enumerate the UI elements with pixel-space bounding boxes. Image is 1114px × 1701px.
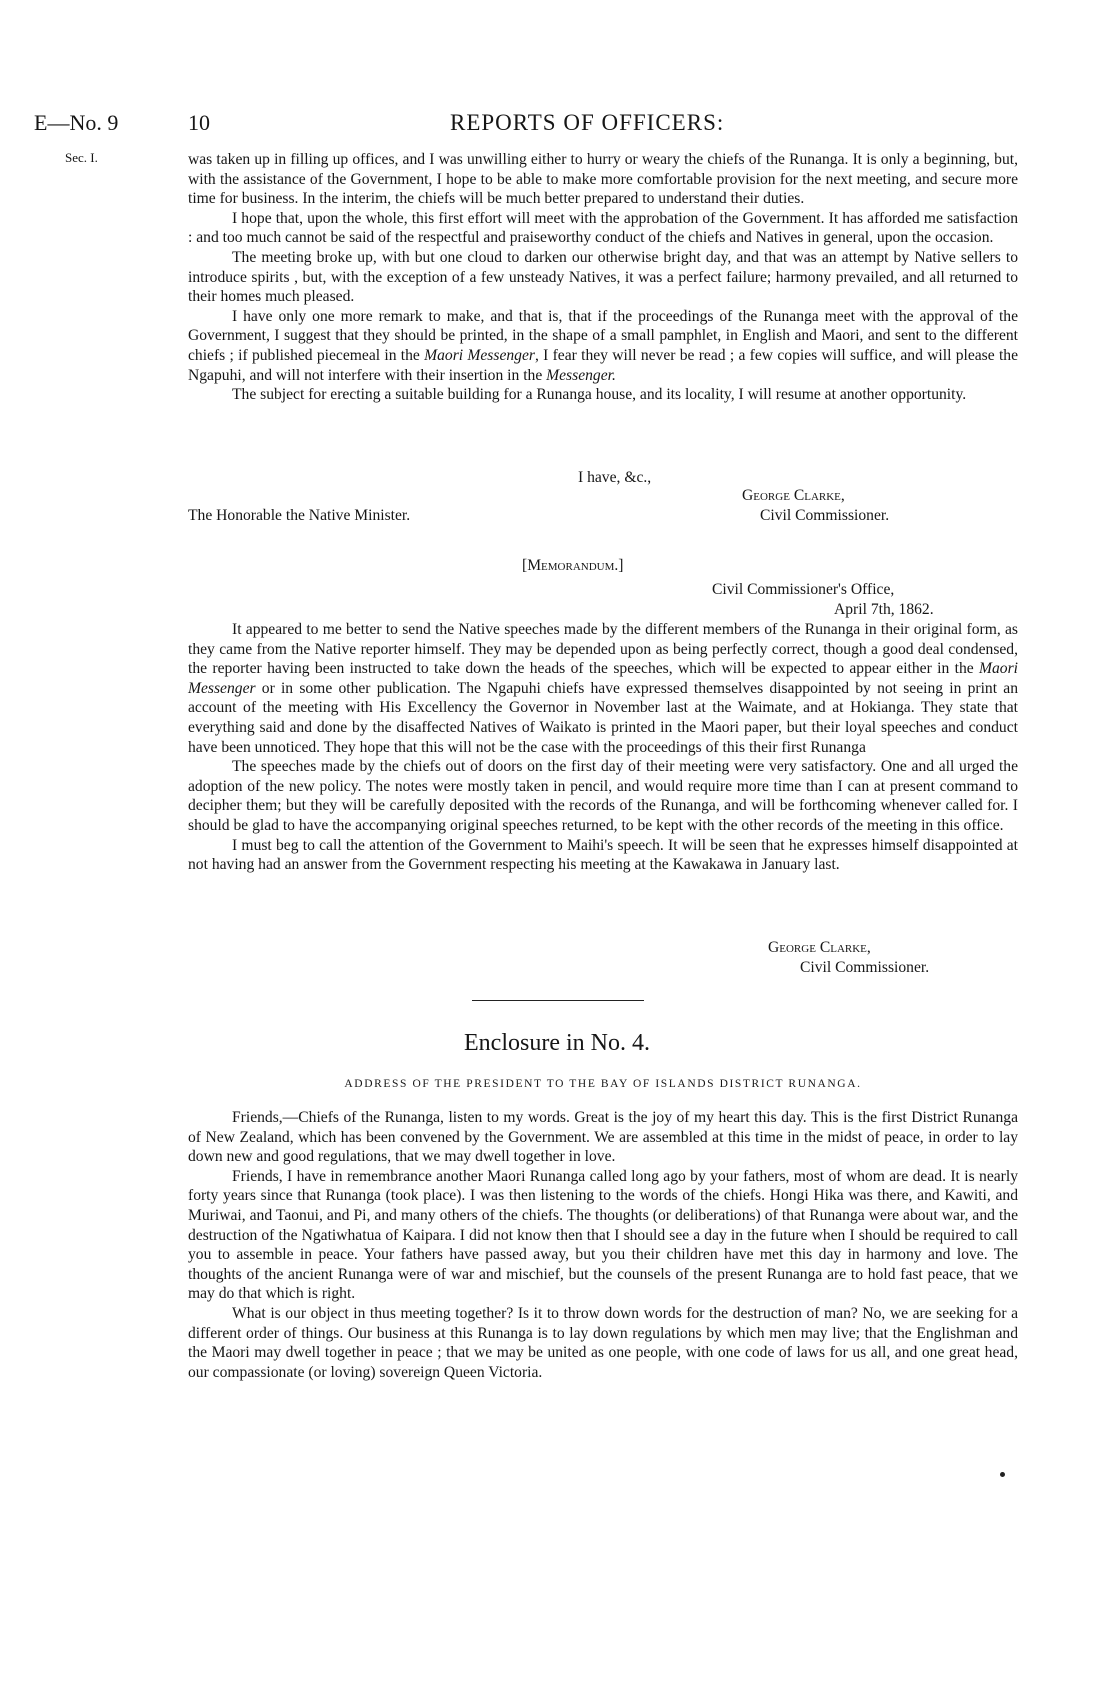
page-number: 10	[188, 110, 210, 135]
section-divider	[472, 1000, 644, 1001]
memorandum-signature-title: Civil Commissioner.	[800, 959, 930, 976]
letter-paragraph-4: I have only one more remark to make, and that is, that if the proceedings of the Runanga meet with the approval of the Government, I suggest that they should be printed, in the shape of a small pamphlet, in English and Maori, and sent to the different chiefs ; if published piecemeal in the Maori Messenger, I fear they will never be read ; a few copies will suffice, and will please the Ngapuhi, and will not interfere with their insertion in the Messenger.	[188, 307, 1018, 384]
enclosure-paragraph-3: What is our object in thus meeting together? Is it to throw down words for the destruction of man? No, we are seeking for a different order of things. Our business at this Runanga is to lay down regulations by which men may live; that the Englishman and the Maori may dwell together in peace ; that we may be united as one people, with one code of laws for us all, and one great head, our compassionate (or loving) sovereign Queen Victoria.	[188, 1304, 1018, 1381]
letter-paragraph-2: I hope that, upon the whole, this first effort will meet with the approbation of the Government. It has afforded me satisfaction : and too much cannot be said of the respectful and praiseworthy conduct of the chiefs and Natives in general, upon the occasion.	[188, 209, 1018, 247]
memorandum-paragraph-2: The speeches made by the chiefs out of doors on the first day of their meeting were very satisfactory. One and all urged the adoption of the new policy. The notes were mostly taken in pencil, and would require more time than I can at present command to decipher them; but they will be carefully deposited with the records of the Runanga, and will be forthcoming whenever called for. I should be glad to have the accompanying original speeches returned, to be kept with the other records of the meeting in this office.	[188, 758, 1018, 834]
letter-paragraph-1: was taken up in filling up offices, and I was unwilling either to hurry or weary the chiefs of the Runanga. It is only a beginning, but, with the assistance of the Government, I hope to be able to make more comfortable provision for the next meeting, and secure more time for business. In the interim, the chiefs will be much better prepared to understand their duties.	[188, 151, 1018, 208]
ink-spot-mark	[1000, 1472, 1005, 1477]
memorandum-office: Civil Commissioner's Office,	[712, 581, 895, 598]
document-series: E—No. 9	[34, 110, 119, 135]
letter-signature-title: Civil Commissioner.	[760, 507, 890, 524]
enclosure-subtitle: ADDRESS OF THE PRESIDENT TO THE BAY OF ISLANDS DISTRICT RUNANGA.	[344, 1078, 862, 1090]
memorandum-body	[188, 620, 1018, 875]
enclosure-paragraph-1: Friends,—Chiefs of the Runanga, listen to my words. Great is the joy of my heart this day. This is the first District Runanga of New Zealand, which has been convened by the Government. We are assembled at this time in the midst of peace, in order to lay down new and good regulations, that we may dwell together in love.	[188, 1109, 1018, 1166]
section-label: Sec. I.	[65, 150, 98, 165]
memorandum-paragraph-3: I must beg to call the attention of the Government to Maihi's speech. It will be seen that he expresses himself disappointed at not having had an answer from the Government respecting his meeting at the Kawakawa in January last.	[188, 836, 1018, 874]
letter-closing: I have, &c.,	[578, 469, 652, 486]
memorandum-date: April 7th, 1862.	[834, 601, 934, 618]
letter-paragraph-3: The meeting broke up, with but one cloud to darken our otherwise bright day, and that was an attempt by Native sellers to introduce spirits , but, with the exception of a few unsteady Natives, it was a perfect failure; harmony prevailed, and all returned to their homes much pleased.	[188, 248, 1018, 306]
letter-body	[188, 150, 1018, 405]
enclosure-title: Enclosure in No. 4.	[464, 1030, 650, 1056]
memorandum-paragraph-1: It appeared to me better to send the Native speeches made by the different members of the Runanga in their original form, as they came from the Native reporter himself. They may be depended upon as being perfectly correct, though a good deal condensed, the reporter having been instructed to take down the heads of the speeches, which will be expected to appear either in the Maori Messenger or in some other publication. The Ngapuhi chiefs have expressed themselves disappointed by not seeing in print an account of the meeting with His Excellency the Governor in November last at the Waimate, and at Hokianga. They state that everything said and done by the disaffected Natives of Waikato is printed in the Maori paper, but their loyal speeches and conduct have been unnoticed. They hope that this will not be the case with the proceedings of this their first Runanga	[188, 621, 1018, 756]
running-title: REPORTS OF OFFICERS:	[450, 110, 725, 135]
memorandum-signature-name: George Clarke,	[768, 939, 871, 956]
letter-paragraph-5: The subject for erecting a suitable building for a Runanga house, and its locality, I will resume at another opportunity.	[232, 386, 967, 404]
letter-signature-name: George Clarke,	[742, 487, 845, 504]
letter-addressee: The Honorable the Native Minister.	[188, 507, 411, 524]
memorandum-heading: [Memorandum.]	[522, 557, 624, 574]
enclosure-paragraph-2: Friends, I have in remembrance another Maori Runanga called long ago by your fathers, most of whom are dead. It is nearly forty years since that Runanga (took place). I was then listening to the words of the chiefs. Hongi Hika was there, and Kawiti, and Muriwai, and Taonui, and Pi, and many others of the chiefs. The thoughts (or deliberations) of that Runanga were about war, and the destruction of the Ngatiwhatua of Kaipara. I did not know then that I should see a day in the future when I should be required to call you to assemble in peace. Your fathers have passed away, but you their children have met this day in harmony and love. The thoughts of the ancient Runanga were of war and mischief, but the counsels of the present Runanga are to hold fast peace, that we may do that which is right.	[188, 1167, 1018, 1303]
enclosure-body	[188, 1108, 1018, 1382]
